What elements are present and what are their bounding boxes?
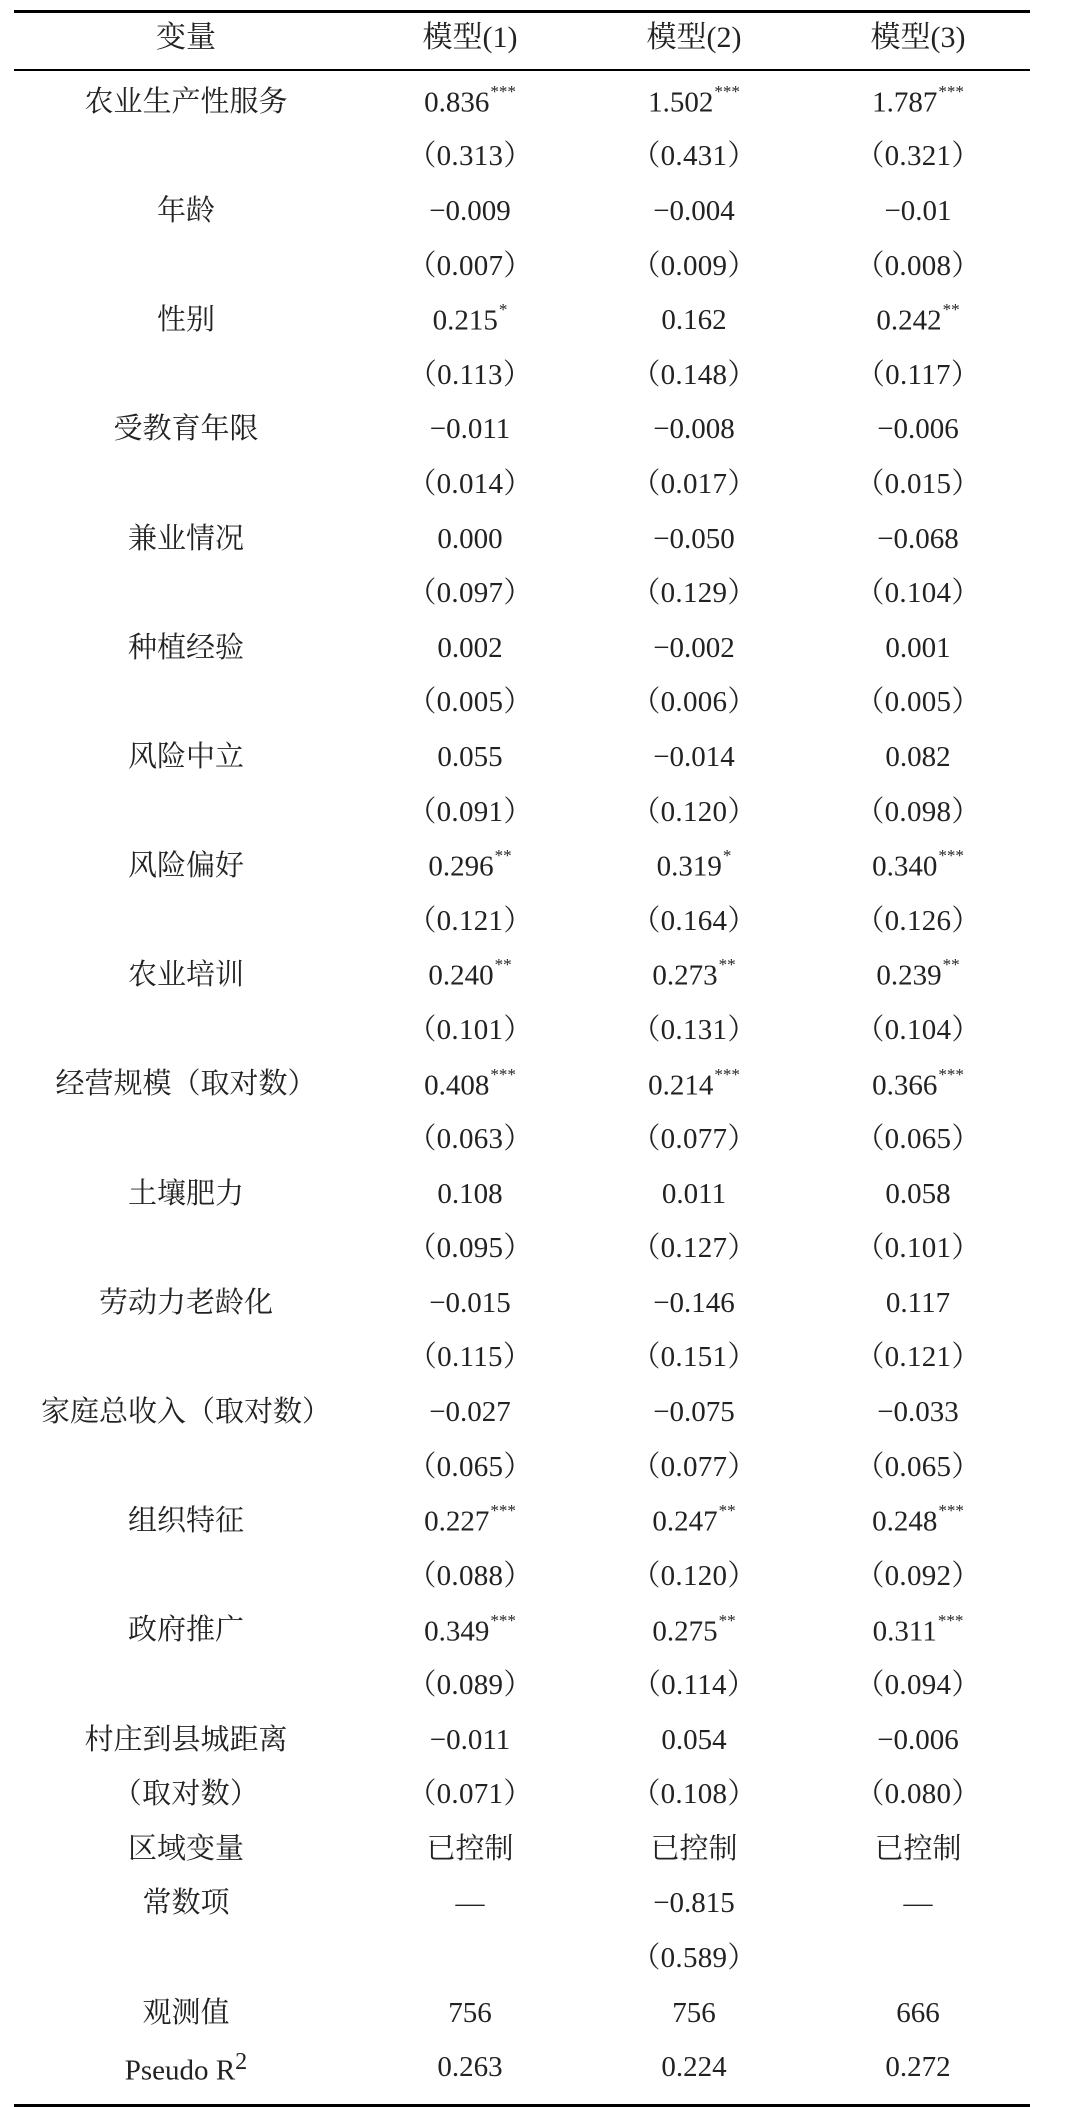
significance-stars: *** (714, 81, 740, 101)
coefficient-value: 1.787 (872, 86, 938, 119)
coefficient-cell (582, 415, 806, 444)
coefficient-value: 0.296 (428, 850, 494, 883)
standard-error: （0.097） (407, 577, 533, 610)
se-row (14, 130, 1030, 185)
se-row (14, 894, 1030, 949)
coefficient-value: 0.227 (424, 1506, 490, 1539)
coefficient-value: 0.248 (872, 1506, 938, 1539)
coefficient-value: −0.050 (653, 522, 735, 555)
variable-name: 经营规模（取对数） (55, 1068, 317, 1101)
coefficient-cell (806, 522, 1030, 555)
coefficient-cell (582, 194, 806, 227)
coef-row (14, 949, 1030, 1004)
significance-stars: *** (938, 1501, 964, 1521)
significance-stars: ** (718, 955, 736, 975)
variable-name: 受教育年限 (113, 413, 259, 446)
standard-error: （0.120） (631, 795, 757, 828)
coefficient-value: 0.001 (885, 631, 951, 664)
coefficient-value: 0.082 (885, 740, 951, 773)
coefficient-cell (806, 740, 1030, 773)
standard-error: （0.095） (407, 1232, 533, 1265)
coefficient-cell (358, 631, 582, 664)
coefficient-cell (582, 1064, 806, 1102)
standard-error: （0.005） (407, 686, 533, 719)
standard-error: （0.131） (631, 1013, 757, 1046)
variable-name (14, 2047, 358, 2087)
coefficient-cell (358, 1501, 582, 1539)
header-rule (14, 69, 1030, 71)
variable-name: 性别 (156, 304, 215, 337)
coefficient-cell (358, 194, 582, 227)
regression-table (14, 10, 1030, 2107)
header-row (14, 13, 1030, 63)
variable-name: 农业培训 (127, 959, 244, 992)
significance-stars: * (722, 846, 732, 866)
coefficient-value: −0.068 (877, 522, 959, 555)
constant-se-row (14, 1931, 1030, 1986)
coefficient-cell (358, 1723, 582, 1756)
standard-error: （0.129） (631, 577, 757, 610)
coefficient-value: 0.408 (424, 1069, 490, 1102)
significance-stars: ** (942, 955, 960, 975)
coefficient-cell (806, 1398, 1030, 1427)
coefficient-cell (582, 1723, 806, 1756)
significance-stars: * (498, 300, 508, 320)
coefficient-value: 0.275 (652, 1615, 718, 1648)
significance-stars: ** (494, 846, 512, 866)
variable-name: 区域变量 (127, 1832, 244, 1865)
coef-row (14, 1385, 1030, 1440)
coefficient-cell (582, 1177, 806, 1210)
coefficient-cell (806, 1610, 1030, 1648)
significance-stars: *** (938, 81, 964, 101)
coefficient-cell (582, 846, 806, 883)
value-cell: 0.224 (661, 2051, 727, 2084)
constant-row (14, 1877, 1030, 1932)
r-symbol: R (215, 2054, 236, 2087)
se-row (14, 1658, 1030, 1713)
coefficient-value: −0.015 (429, 1286, 511, 1319)
observations-row (14, 1986, 1030, 2041)
coefficient-cell (806, 1064, 1030, 1102)
coefficient-cell (806, 846, 1030, 883)
se-row (14, 785, 1030, 840)
coefficient-cell (358, 740, 582, 773)
standard-error: （0.088） (407, 1559, 533, 1592)
coefficient-value: 0.215 (432, 305, 498, 337)
header-variable: 变量 (156, 21, 216, 54)
standard-error: （0.077） (631, 1123, 757, 1156)
coef-row (14, 1276, 1030, 1331)
coef-row (14, 730, 1030, 785)
standard-error: （0.101） (407, 1013, 533, 1046)
significance-stars: *** (938, 1064, 964, 1084)
region-control-row (14, 1822, 1030, 1877)
header-model-3: 模型(3) (870, 21, 966, 54)
standard-error: （0.006） (631, 686, 757, 719)
standard-error: （0.014） (407, 467, 533, 500)
standard-error: （0.007） (407, 249, 533, 282)
standard-error: （0.151） (631, 1341, 757, 1374)
coef-row (14, 403, 1030, 458)
standard-error: （0.121） (407, 904, 533, 937)
coefficient-cell (582, 1501, 806, 1539)
coef-row (14, 75, 1030, 130)
coefficient-cell (582, 522, 806, 555)
coefficient-cell (806, 1723, 1030, 1756)
se-row (14, 348, 1030, 403)
coefficient-cell (358, 1177, 582, 1210)
variable-name-continued: （取对数） (112, 1778, 260, 1811)
coefficient-cell (806, 194, 1030, 227)
coef-row (14, 1058, 1030, 1113)
coefficient-value: −0.011 (429, 413, 511, 446)
se-row (14, 1112, 1030, 1167)
standard-error: （0.126） (855, 904, 981, 937)
significance-stars: *** (490, 1064, 516, 1084)
coefficient-cell (582, 1610, 806, 1648)
se-row (14, 239, 1030, 294)
se-row (14, 566, 1030, 621)
coefficient-value: 0.349 (424, 1615, 490, 1648)
coefficient-value: 0.242 (876, 305, 942, 337)
value-cell: 666 (896, 1996, 940, 2029)
se-row (14, 1549, 1030, 1604)
value-cell: — (903, 1887, 933, 1920)
coefficient-value: 0.108 (437, 1177, 503, 1210)
standard-error: （0.065） (855, 1450, 981, 1483)
coefficient-value: −0.002 (653, 631, 735, 664)
standard-error: （0.017） (631, 467, 757, 500)
coefficient-value: −0.011 (429, 1723, 511, 1756)
standard-error: （0.065） (855, 1123, 981, 1156)
standard-error: （0.121） (855, 1341, 981, 1374)
variable-name: 常数项 (142, 1887, 230, 1920)
coefficient-cell (358, 300, 582, 337)
se-row (14, 676, 1030, 731)
variable-name: 观测值 (142, 1996, 230, 2029)
coefficient-cell (358, 1064, 582, 1102)
significance-stars: ** (718, 1610, 736, 1630)
variable-name: 村庄到县城距离 (84, 1723, 288, 1756)
se-row (14, 1221, 1030, 1276)
table-body (14, 75, 1030, 2095)
coefficient-cell (582, 740, 806, 773)
standard-error: （0.080） (855, 1778, 981, 1811)
coef-row (14, 1713, 1030, 1768)
coefficient-cell (582, 1398, 806, 1427)
coef-row (14, 1167, 1030, 1222)
coefficient-value: 0.319 (656, 850, 722, 883)
standard-error: （0.009） (631, 249, 757, 282)
coefficient-cell (806, 1501, 1030, 1539)
coefficient-cell (806, 415, 1030, 444)
header-model-1: 模型(1) (422, 21, 518, 54)
coefficient-value: −0.004 (653, 194, 735, 227)
coefficient-cell (806, 81, 1030, 119)
coefficient-value: −0.006 (877, 413, 959, 446)
coefficient-value: 0.011 (661, 1177, 727, 1210)
coef-row (14, 1604, 1030, 1659)
coefficient-cell (358, 846, 582, 883)
coef-row (14, 621, 1030, 676)
coef-row (14, 184, 1030, 239)
coefficient-value: −0.006 (877, 1723, 959, 1756)
se-row (14, 1331, 1030, 1386)
standard-error: （0.104） (855, 577, 981, 610)
significance-stars: *** (937, 1610, 964, 1630)
r-exponent: 2 (235, 2047, 248, 2075)
coefficient-cell (358, 522, 582, 555)
standard-error: （0.114） (631, 1669, 757, 1702)
coef-row (14, 1494, 1030, 1549)
significance-stars: *** (714, 1064, 740, 1084)
coefficient-value: 0.836 (424, 86, 490, 119)
se-row (14, 1440, 1030, 1495)
coefficient-value: 0.240 (428, 960, 494, 993)
coefficient-value: 0.058 (885, 1177, 951, 1210)
value-cell: 756 (448, 1996, 492, 2029)
standard-error: （0.113） (407, 358, 533, 391)
standard-error: （0.092） (855, 1559, 981, 1592)
significance-stars: ** (942, 300, 960, 320)
significance-stars: *** (490, 81, 516, 101)
standard-error: （0.115） (407, 1341, 533, 1374)
coefficient-value: 0.311 (872, 1615, 937, 1648)
standard-error: （0.431） (631, 140, 757, 173)
coefficient-cell (582, 1286, 806, 1319)
standard-error: （0.164） (631, 904, 757, 937)
standard-error: （0.077） (631, 1450, 757, 1483)
value-cell: 0.272 (885, 2051, 951, 2084)
significance-stars: ** (494, 955, 512, 975)
value-cell: 已控制 (874, 1832, 962, 1865)
standard-error: （0.108） (631, 1778, 757, 1811)
standard-error: （0.091） (407, 795, 533, 828)
standard-error: （0.101） (855, 1232, 981, 1265)
coefficient-value: −0.01 (884, 194, 952, 227)
coefficient-value: 0.340 (872, 850, 938, 883)
standard-error: （0.104） (855, 1013, 981, 1046)
variable-name: 农业生产性服务 (84, 85, 288, 118)
coefficient-value: −0.009 (429, 194, 511, 227)
standard-error: （0.117） (855, 358, 981, 391)
variable-name: 组织特征 (127, 1505, 244, 1538)
se-row (14, 457, 1030, 512)
standard-error: （0.065） (407, 1450, 533, 1483)
significance-stars: *** (490, 1610, 516, 1630)
coefficient-value: −0.146 (653, 1286, 735, 1319)
coef-row (14, 293, 1030, 348)
standard-error: （0.313） (407, 140, 533, 173)
coefficient-value: 0.002 (437, 631, 503, 664)
standard-error: （0.098） (855, 795, 981, 828)
coefficient-cell (806, 300, 1030, 337)
variable-name: 风险中立 (127, 740, 244, 773)
standard-error: （0.127） (631, 1232, 757, 1265)
standard-error: （0.015） (855, 467, 981, 500)
coefficient-value: 0.366 (872, 1069, 938, 1102)
coefficient-value: 0.055 (437, 740, 503, 773)
variable-name: 风险偏好 (127, 850, 244, 883)
coefficient-value: 0.247 (652, 1506, 718, 1539)
coefficient-value: 0.273 (652, 960, 718, 993)
standard-error: （0.148） (631, 358, 757, 391)
pseudo-r2-row (14, 2040, 1030, 2095)
coefficient-value: 0.162 (661, 304, 727, 337)
variable-name: 土壤肥力 (127, 1177, 244, 1210)
value-cell: −0.815 (653, 1887, 735, 1920)
value-cell: 0.263 (437, 2051, 503, 2084)
standard-error: （0.321） (855, 140, 981, 173)
standard-error: （0.005） (855, 686, 981, 719)
coefficient-cell (582, 81, 806, 119)
coefficient-cell (358, 81, 582, 119)
standard-error: （0.008） (855, 249, 981, 282)
variable-name: 家庭总收入（取对数） (40, 1396, 331, 1429)
coefficient-cell (358, 955, 582, 993)
coefficient-value: −0.014 (653, 740, 735, 773)
variable-name: 种植经验 (127, 631, 244, 664)
coefficient-cell (582, 955, 806, 993)
coefficient-value: −0.027 (429, 1396, 511, 1429)
coefficient-value: 0.054 (661, 1723, 727, 1756)
significance-stars: *** (938, 846, 964, 866)
coefficient-value: −0.033 (877, 1396, 959, 1429)
coefficient-value: 1.502 (648, 86, 714, 119)
coefficient-value: 0.117 (885, 1286, 951, 1319)
standard-error: （0.063） (407, 1123, 533, 1156)
variable-name: 年龄 (156, 194, 215, 227)
variable-name: 政府推广 (127, 1614, 244, 1647)
coefficient-cell (806, 955, 1030, 993)
coefficient-value: 0.000 (437, 522, 503, 555)
coefficient-cell (358, 1610, 582, 1648)
value-cell: — (455, 1887, 485, 1920)
significance-stars: *** (490, 1501, 516, 1521)
standard-error: （0.589） (631, 1941, 757, 1974)
variable-name: 劳动力老龄化 (98, 1286, 273, 1319)
coefficient-cell (582, 306, 806, 335)
coefficient-value: 0.239 (876, 960, 942, 993)
significance-stars: ** (718, 1501, 736, 1521)
pseudo-label: Pseudo (124, 2054, 216, 2087)
coefficient-value: 0.214 (648, 1069, 714, 1102)
value-cell: 已控制 (426, 1832, 514, 1865)
coefficient-cell (806, 1286, 1030, 1319)
standard-error: （0.120） (631, 1559, 757, 1592)
coefficient-cell (582, 631, 806, 664)
coefficient-cell (358, 415, 582, 444)
value-cell: 已控制 (650, 1832, 738, 1865)
header-model-2: 模型(2) (646, 21, 742, 54)
standard-error: （0.089） (407, 1669, 533, 1702)
coefficient-value: −0.075 (653, 1396, 735, 1429)
coef-row (14, 839, 1030, 894)
standard-error: （0.094） (855, 1669, 981, 1702)
coef-row (14, 512, 1030, 567)
se-row (14, 1767, 1030, 1822)
coefficient-cell (806, 631, 1030, 664)
variable-name: 兼业情况 (127, 522, 244, 555)
coefficient-cell (806, 1177, 1030, 1210)
se-row (14, 1003, 1030, 1058)
coefficient-value: −0.008 (653, 413, 735, 446)
coefficient-cell (358, 1398, 582, 1427)
value-cell: 756 (672, 1996, 716, 2029)
standard-error: （0.071） (407, 1778, 533, 1811)
coefficient-cell (358, 1286, 582, 1319)
